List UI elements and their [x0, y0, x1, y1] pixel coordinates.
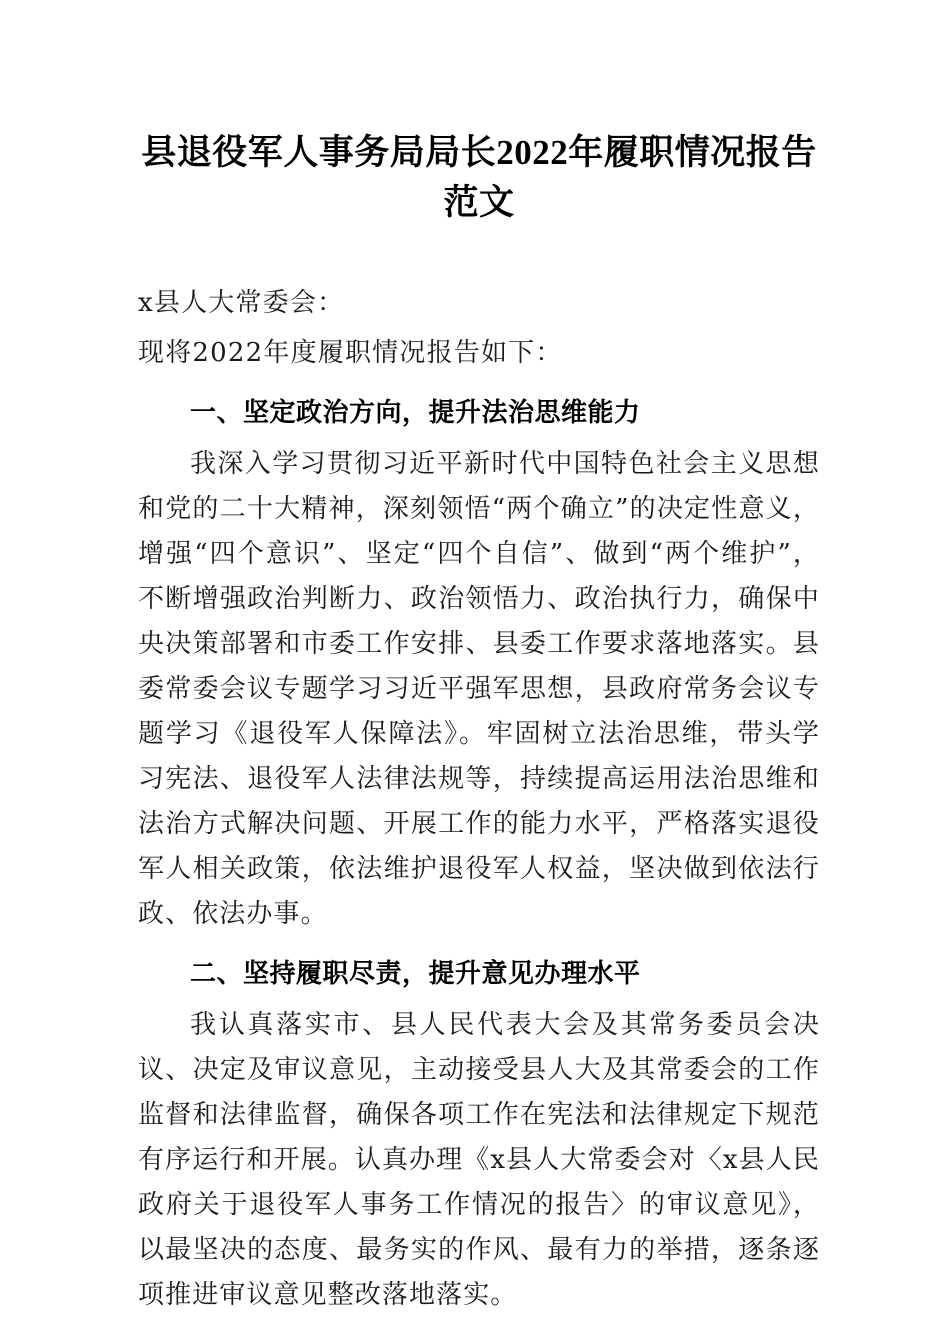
section-paragraph-1: 我深入学习贯彻习近平新时代中国特色社会主义思想和党的二十大精神，深刻领悟“两个确立”的决定性意义，增强“四个意识”、坚定“四个自信”、做到“两个维护”，不断增强政治判断力、政治领悟力、政治执行力，确保中央决策部署和市委工作安排、县委工作要求落地落实。县委常委会议专题学习习近平强军思想，县政府常务会议专题学习《退役军人保障法》。牢固树立法治思维，带头学习宪法、退役军人法律法规等，持续提高运用法治思维和法治方式解决问题、开展工作的能力水平，严格落实退役军人相关政策，依法维护退役军人权益，坚决做到依法行政、依法办事。 — [138, 449, 820, 929]
document-content — [138, 0, 820, 1318]
section-heading-2: 二、坚持履职尽责，提升意见办理水平 — [190, 958, 641, 988]
section-paragraph-2: 我认真落实市、县人民代表大会及其常务委员会决议、决定及审议意见，主动接受县人大及其常委会的工作监督和法律监督，确保各项工作在宪法和法律规定下规范有序运行和开展。认真办理《x县人大常委会对〈x县人民政府关于退役军人事务工作情况的报告〉的审议意见》，以最坚决的态度、最务实的作风、最有力的举措，逐条逐项推进审议意见整改落地落实。 — [138, 1010, 820, 1310]
page-title: 县退役军人事务局局长2022年履职情况报告范文 — [141, 133, 817, 222]
section-heading-1: 一、坚定政治方向，提升法治思维能力 — [190, 397, 641, 427]
lead-in-line: 现将2022年度履职情况报告如下： — [138, 338, 563, 368]
salutation-line: x县人大常委会： — [138, 288, 345, 318]
